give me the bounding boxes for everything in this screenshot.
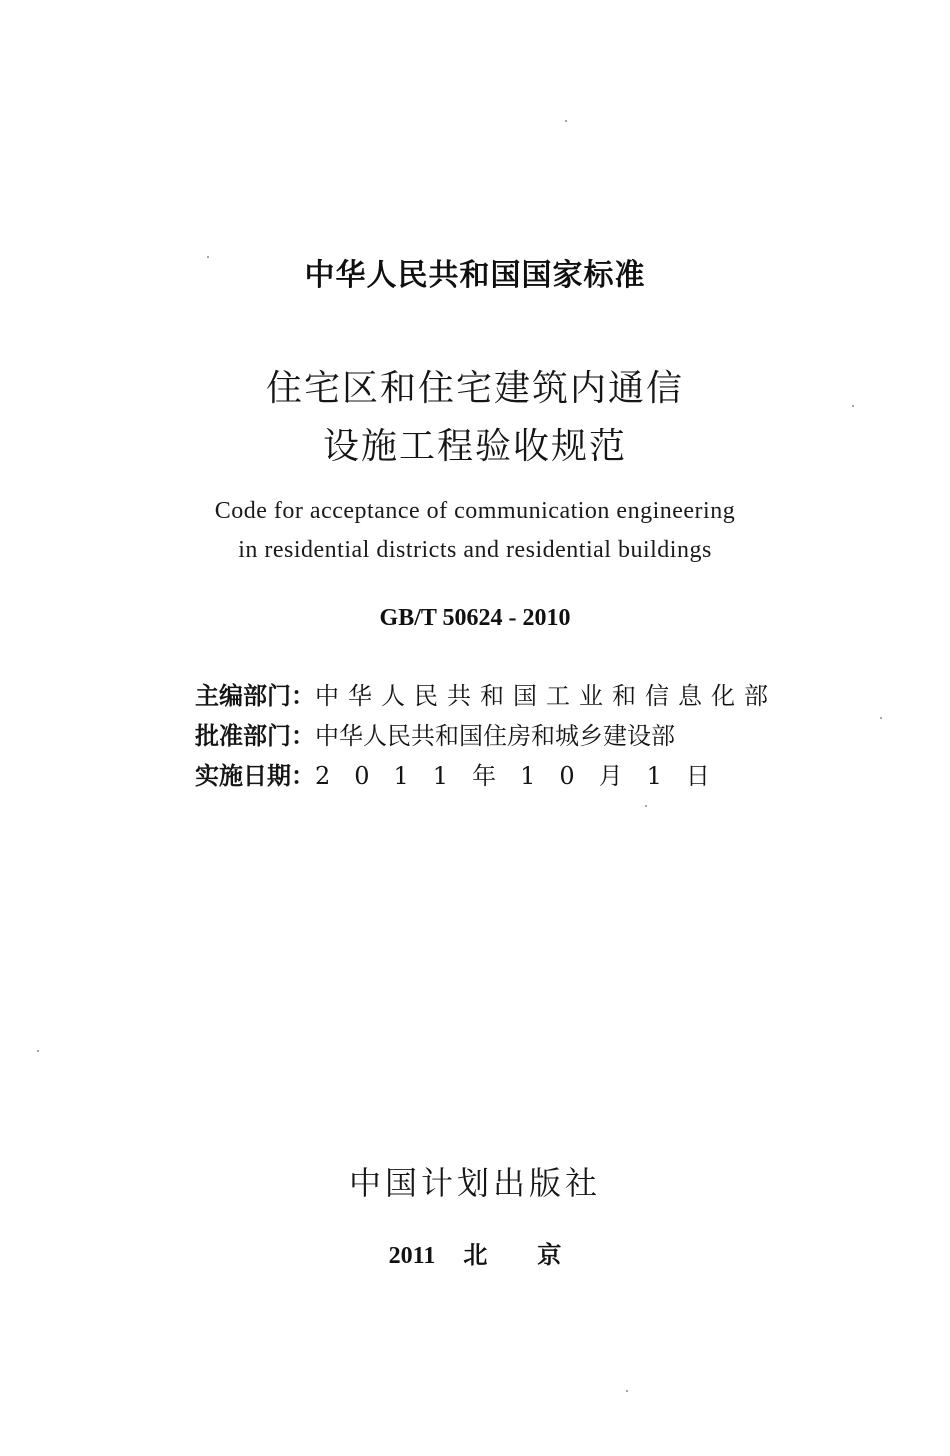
scan-speck — [852, 405, 854, 407]
standard-number: GB/T 50624 - 2010 — [379, 605, 571, 631]
scan-speck — [626, 1390, 628, 1392]
effective-date-value: 2 0 1 1 年 1 0 月 1 日 — [315, 762, 710, 790]
publisher-name: 中国计划出版社 — [348, 1164, 601, 1202]
scan-speck — [880, 717, 882, 719]
scan-speck — [207, 256, 209, 258]
publication-city: 北京 — [463, 1243, 612, 1269]
editor-department-row — [195, 676, 777, 711]
editor-department-label: 主编部门： — [195, 682, 315, 710]
editor-department-value: 中华人民共和国工业和信息化部 — [315, 682, 777, 710]
approver-department-value: 中华人民共和国住房和城乡建设部 — [315, 722, 675, 750]
title-english-line2: in residential districts and residential buildings — [238, 537, 712, 563]
scan-speck — [645, 805, 647, 807]
scan-speck — [565, 120, 567, 122]
standard-class-heading: 中华人民共和国国家标准 — [304, 258, 646, 293]
approver-department-label: 批准部门： — [195, 722, 315, 750]
publication-year: 2011 — [388, 1243, 436, 1269]
title-chinese-line2: 设施工程验收规范 — [322, 426, 627, 467]
publication-line — [0, 1235, 950, 1270]
effective-date-label: 实施日期： — [195, 762, 315, 790]
effective-date-row — [195, 756, 755, 791]
approver-department-row — [195, 716, 755, 751]
title-chinese-line1: 住宅区和住宅建筑内通信 — [265, 368, 684, 409]
title-english-line1: Code for acceptance of communication engineering — [214, 498, 736, 524]
scan-speck — [37, 1050, 39, 1052]
